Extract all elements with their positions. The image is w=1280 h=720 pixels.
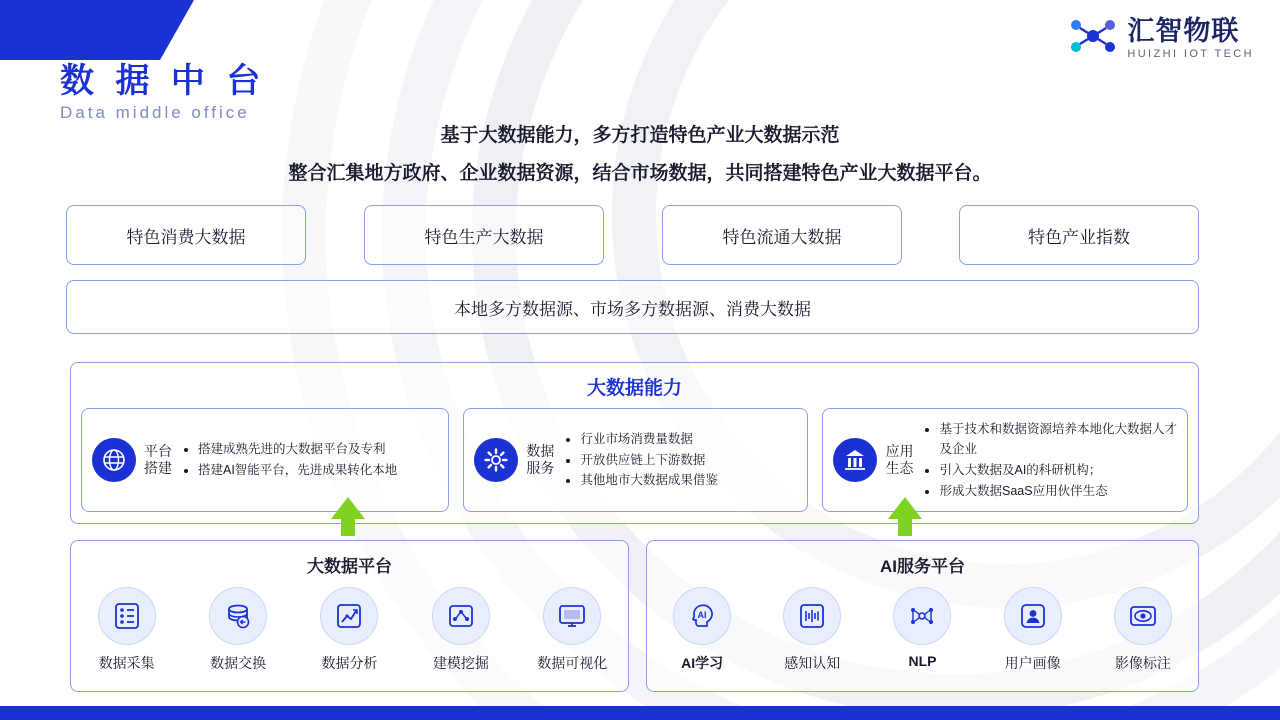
data-source-band [66, 280, 1199, 334]
platform-item-caption: 数据采集 [98, 655, 155, 671]
capability-item-list [182, 439, 397, 480]
capability-label-line2: 服务 [526, 460, 555, 476]
page-title-cn: 数 据 中 台 [60, 62, 267, 100]
capability-item: • 引入大数据及AI的科研机构； [939, 460, 1177, 481]
ai-head-icon [673, 587, 731, 645]
top-box-1 [364, 205, 604, 265]
platform-item-caption: 数据分析 [321, 655, 378, 671]
building-icon [833, 438, 877, 482]
capability-column-platform [81, 408, 449, 512]
capability-label-line1: 应用 [885, 442, 914, 459]
globe-icon [92, 438, 136, 482]
platform-title: AI服务平台 [880, 557, 965, 576]
brand-logo [1069, 16, 1254, 61]
data-source-label: 本地多方数据源、市场多方数据源、消费大数据 [454, 299, 811, 319]
capability-item: • 开放供应链上下游数据 [580, 450, 718, 471]
capability-label-line1: 数据 [526, 442, 555, 459]
image-label-icon [1114, 587, 1172, 645]
platform-item-caption: AI学习 [681, 655, 724, 671]
capability-panel [70, 362, 1199, 524]
capability-item: • 其他地市大数据成果借鉴 [580, 470, 718, 491]
top-box-2 [662, 205, 902, 265]
corner-accent [0, 0, 160, 60]
platform-item[interactable] [188, 587, 288, 673]
platform-title: 大数据平台 [307, 557, 392, 576]
capability-column-ecosystem [822, 408, 1188, 512]
page-title [60, 62, 266, 123]
platform-item-caption: NLP [908, 653, 937, 669]
capability-item: • 形成大数据SaaS应用伙伴生态 [939, 481, 1177, 502]
platform-panel-ai [646, 540, 1199, 692]
top-box-label: 特色生产大数据 [424, 227, 544, 247]
svg-text:AI: AI [697, 610, 707, 620]
logo-text-en: HUIZHI IOT TECH [1127, 47, 1254, 60]
capability-item: • 基于技术和数据资源培养本地化大数据人才及企业 [939, 419, 1177, 460]
molecule-icon [1069, 16, 1117, 61]
database-exchange-icon [209, 587, 267, 645]
headline-line2: 整合汇集地方政府、企业数据资源，结合市场数据，共同搭建特色产业大数据平台。 [288, 163, 992, 184]
platform-item[interactable] [522, 587, 622, 673]
capability-item-list [923, 419, 1177, 502]
nlp-network-icon [893, 587, 951, 645]
platform-item-row [647, 587, 1198, 673]
platform-item[interactable] [872, 587, 972, 673]
top-box-label: 特色流通大数据 [722, 227, 842, 247]
capability-label-line2: 搭建 [144, 460, 172, 476]
chart-analysis-icon [320, 587, 378, 645]
page-title-en: Data middle office [60, 103, 250, 123]
platform-item[interactable] [762, 587, 862, 673]
monitor-visual-icon [543, 587, 601, 645]
capability-item: • 搭建成熟先进的大数据平台及专利 [198, 439, 397, 460]
headline-line1: 基于大数据能力，多方打造特色产业大数据示范 [440, 125, 840, 146]
platform-item-caption: 用户画像 [1004, 655, 1061, 671]
platform-item[interactable] [983, 587, 1083, 673]
platform-item-caption: 数据可视化 [537, 655, 608, 671]
platform-item[interactable] [77, 587, 177, 673]
platform-item[interactable] [1093, 587, 1193, 673]
capability-item-list [564, 429, 718, 491]
platform-item-caption: 影像标注 [1114, 655, 1171, 671]
top-box-label: 特色消费大数据 [126, 227, 246, 247]
platform-item[interactable] [411, 587, 511, 673]
platform-item-caption: 数据交换 [210, 655, 267, 671]
user-profile-icon [1004, 587, 1062, 645]
platform-item-caption: 感知认知 [784, 655, 841, 671]
capability-item: • 搭建AI智能平台，先进成果转化本地 [198, 460, 397, 481]
top-box-0 [66, 205, 306, 265]
logo-text-cn: 汇智物联 [1127, 16, 1240, 47]
capability-column-data-service [463, 408, 808, 512]
perception-icon [783, 587, 841, 645]
platform-item[interactable] [652, 587, 752, 673]
capability-columns [71, 400, 1198, 512]
capability-item: • 行业市场消费量数据 [580, 429, 718, 450]
capability-column-label [885, 443, 915, 478]
top-box-3 [959, 205, 1199, 265]
capability-label-line1: 平台 [144, 442, 172, 459]
capability-column-label [144, 443, 174, 478]
platform-item-row [71, 587, 628, 673]
platform-panel-bigdata [70, 540, 629, 692]
gear-icon [474, 438, 518, 482]
model-mining-icon [432, 587, 490, 645]
platform-item[interactable] [299, 587, 399, 673]
platform-item-caption: 建模挖掘 [432, 655, 489, 671]
capability-label-line2: 生态 [885, 460, 914, 476]
list-collect-icon [98, 587, 156, 645]
capability-column-label [526, 443, 556, 478]
bottom-accent-bar [0, 706, 1280, 720]
capability-title: 大数据能力 [586, 378, 682, 399]
top-box-label: 特色产业指数 [1028, 227, 1130, 247]
